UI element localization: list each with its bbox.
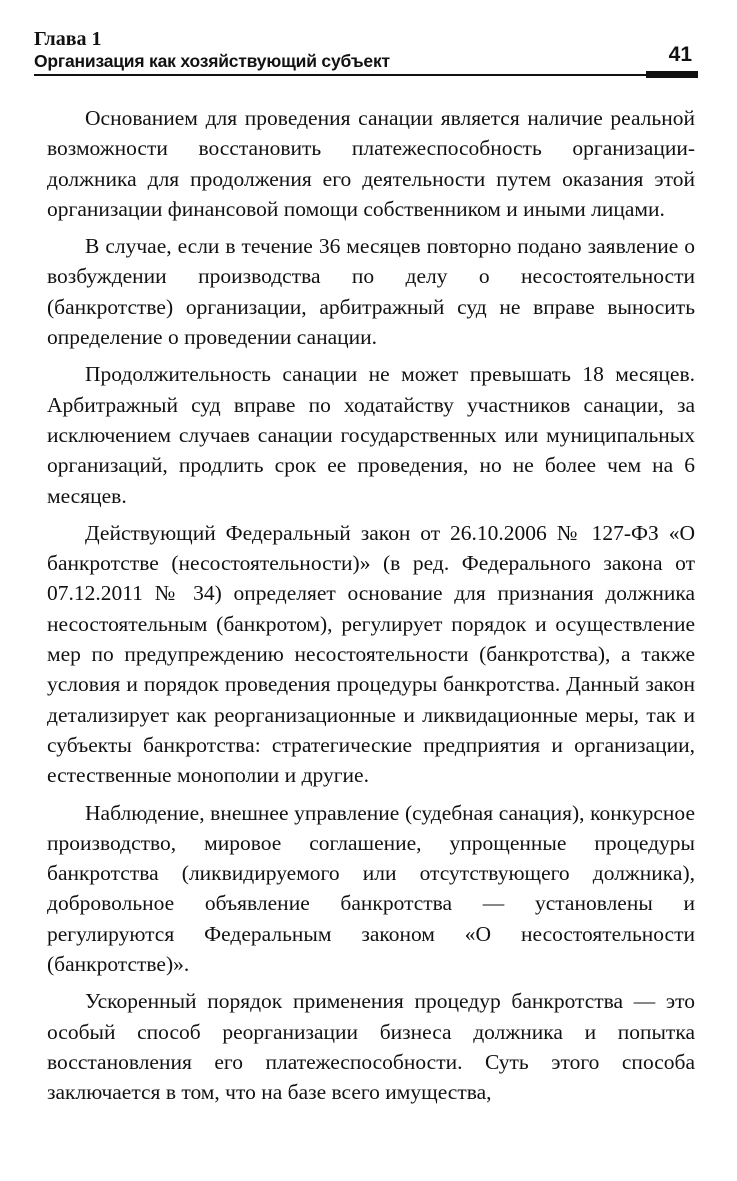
page-number-underline — [646, 71, 698, 78]
paragraph: Основанием для проведения санации является наличие реальной возможности восстановить платежеспособность организации-должника для продолжения его деятельности путем оказания этой организации финансовой помощи собственником и иными лицами. — [47, 106, 695, 221]
paragraph: В случае, если в течение 36 месяцев повторно подано заявление о возбуждении производства по делу о несостоятельности (банкротстве) организации, арбитражный суд не вправе выносить определение о проведении санации. — [47, 234, 695, 350]
paragraph: Действующий Федеральный закон от 26.10.2006 № 127-ФЗ «О банкротстве (несостоятельности)» (в ред. Федерального закона от 07.12.2011 № 34) определяет основание для признания должника несостоятельным (банкротом), регулирует порядок и осуществление мер по предупреждению несостоятельности (банкротства), а также условия и порядок проведения процедуры банкротства. Данный закон детализирует как реорганизационные и ликвидационные меры, так и субъекты банкротства: стратегические предприятия и организации, естественные монополии и другие. — [47, 520, 695, 788]
paragraph: Наблюдение, внешнее управление (судебная санация), конкурсное производство, мировое соглашение, упрощенные процедуры банкротства (ликвидируемого или отсутствующего должника), добровольное объявление банкротства — установлены и регулируются Федеральным законом «О несостоятельности (банкротстве)». — [47, 800, 695, 977]
running-head — [34, 28, 698, 78]
page-number: 41 — [668, 43, 692, 66]
chapter-label: Глава 1 — [34, 28, 102, 50]
body-text — [47, 103, 695, 1115]
chapter-title: Организация как хозяйствующий субъект — [34, 51, 390, 71]
paragraph: Продолжительность санации не может превышать 18 месяцев. Арбитражный суд вправе по ходатайству участников санации, за исключением случаев санации государственных или муниципальных организаций, продлить срок ее проведения, но не более чем на 6 месяцев. — [47, 362, 695, 508]
header-rule — [34, 74, 698, 76]
paragraph: Ускоренный порядок применения процедур банкротства — это особый способ реорганизации бизнеса должника и попытка восстановления его платежеспособности. Суть этого способа заключается в том, что на базе всего имущества, — [47, 989, 695, 1105]
